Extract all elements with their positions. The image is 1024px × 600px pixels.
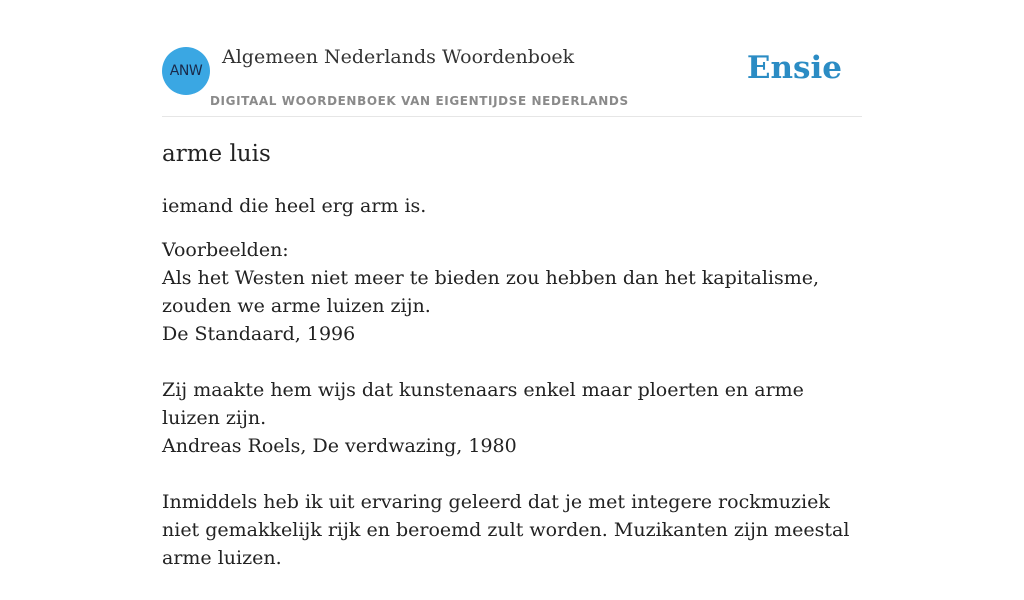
example-item <box>162 376 862 460</box>
anw-logo[interactable] <box>162 47 210 95</box>
site-subtitle: DIGITAAL WOORDENBOEK VAN EIGENTIJDSE NEDERLANDS <box>210 94 629 108</box>
example-text: Zij maakte hem wijs dat kunstenaars enkel maar ploerten en arme luizen zijn. <box>162 379 804 429</box>
example-text: Inmiddels heb ik uit ervaring geleerd dat je met integere rockmuziek niet gemakkelijk rijk en beroemd zult worden. Muzikanten zijn meestal arme luizen. <box>162 491 850 569</box>
entry-headword: arme luis <box>162 141 271 167</box>
example-item <box>162 264 862 348</box>
examples-label: Voorbeelden: <box>162 239 289 261</box>
entry-content <box>162 138 862 600</box>
logo-text: ANW <box>169 63 203 79</box>
example-source: De Standaard, 1996 <box>162 323 356 345</box>
example-source: Andreas Roels, De verdwazing, 1980 <box>162 435 517 457</box>
example-text: Als het Westen niet meer te bieden zou hebben dan het kapitalisme, zouden we arme luizen zijn. <box>162 267 820 317</box>
ensie-brand-link[interactable]: Ensie <box>746 50 842 86</box>
site-title[interactable]: Algemeen Nederlands Woordenboek <box>222 46 575 68</box>
site-header <box>162 0 862 117</box>
example-item <box>162 488 862 572</box>
entry-definition: iemand die heel erg arm is. <box>162 195 427 217</box>
